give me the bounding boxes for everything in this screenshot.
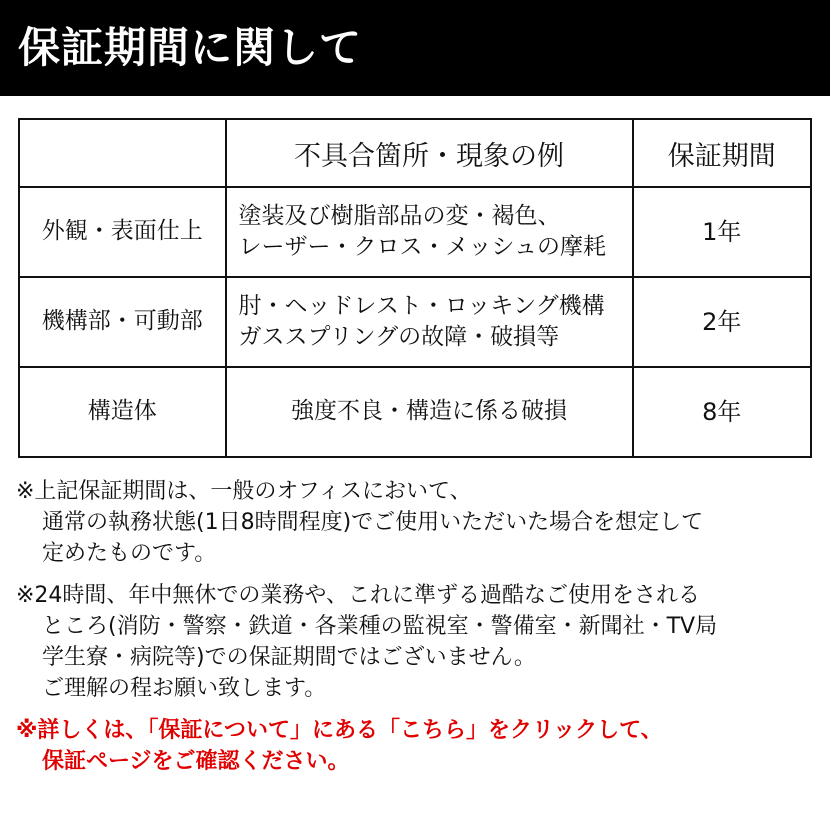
note-line: ※24時間、年中無休での業務や、これに準ずる過酷なご使用をされる [16,582,700,608]
note-line: ※上記保証期間は、一般のオフィスにおいて、 [16,479,472,504]
table-row [19,367,811,457]
page-header [0,0,830,96]
table-header [19,119,811,187]
note-item [16,476,814,570]
cell-category: 外観・表面仕上 [19,187,226,277]
cell-term: 8年 [633,367,811,457]
note-line: 学生寮・病院等)での保証期間ではございません。 [42,645,536,671]
notes-section [0,458,830,777]
description-line: 肘・ヘッドレスト・ロッキング機構 [238,292,605,319]
column-header-category [19,119,226,187]
note-item [16,580,814,705]
cell-description [226,277,633,367]
description-line: レーザー・クロス・メッシュの摩耗 [238,234,607,260]
description-line: ガススプリングの故障・破損等 [238,324,560,350]
warranty-link-note [16,715,814,777]
cell-description [226,367,633,457]
table-header-row [19,119,811,187]
column-header-term: 保証期間 [633,119,811,187]
note-line: ところ(消防・警察・鉄道・各業種の監視室・警備室・新聞社・TV局 [42,613,718,639]
cell-category: 機構部・可動部 [19,277,226,367]
table-body [19,187,811,457]
warranty-table [18,118,812,458]
description-line: 塗装及び樹脂部品の変・褐色、 [238,202,561,229]
table-row [19,187,811,277]
cell-description [226,187,633,277]
table-row [19,277,811,367]
cell-category: 構造体 [19,367,226,457]
description-line: 強度不良・構造に係る破損 [291,398,568,425]
note-line: 定めたものです。 [42,541,217,567]
cell-term: 1年 [633,187,811,277]
note-line: ご理解の程お願い致します。 [42,676,327,702]
note-line: 保証ページをご確認ください。 [42,748,350,774]
cell-term: 2年 [633,277,811,367]
note-line: 通常の執務状態(1日8時間程度)でご使用いただいた場合を想定して [42,510,704,536]
note-line: ※詳しくは、「保証について」にある「こちら」をクリックして、 [16,717,663,743]
page-title: 保証期間に関して [18,22,363,72]
warranty-table-section [0,96,830,458]
column-header-description: 不具合箇所・現象の例 [226,119,633,187]
